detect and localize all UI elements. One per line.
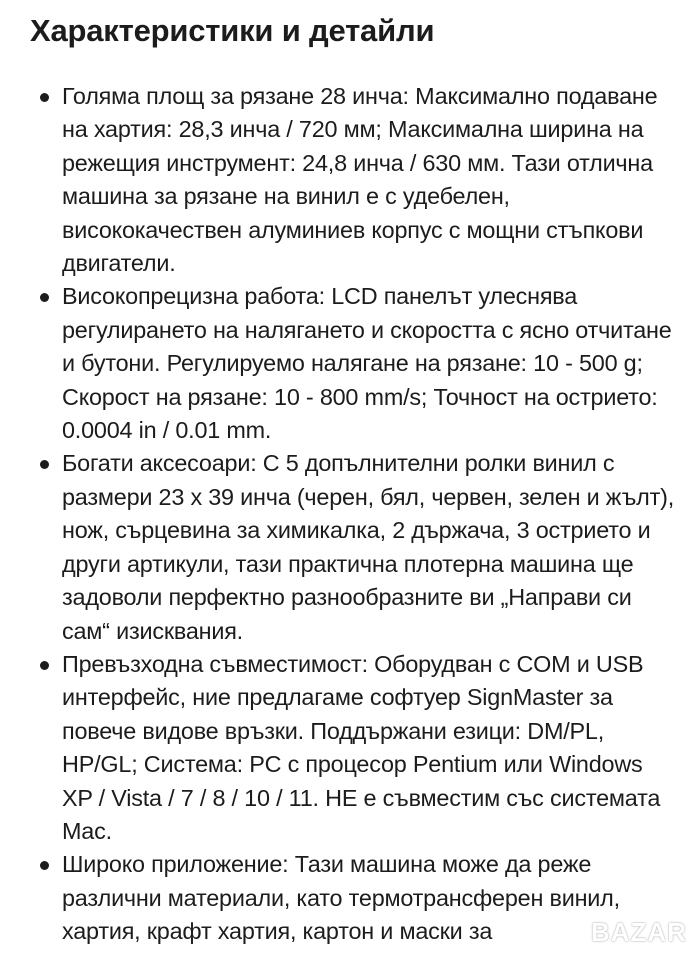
bullet-icon <box>40 661 49 670</box>
feature-text: Голяма площ за рязане 28 инча: Максимално подаване на хартия: 28,3 инча / 720 мм; Максимална ширина на режещия инструмент: 24,8 инча / 630 мм. Тази отлична машина за рязане на винил е с удебелен, висококачествен алуминиев корпус с мощни стъпкови двигатели. <box>62 83 658 277</box>
section-heading: Характеристики и детайли <box>30 13 435 48</box>
feature-text: Широко приложение: Тази машина може да реже различни материали, като термотрансферен винил, хартия, крафт хартия, картон и маски за <box>62 851 620 945</box>
feature-item <box>0 80 693 280</box>
feature-text: Високопрецизна работа: LCD панелът улеснява регулирането на налягането и скоростта с ясно отчитане и бутони. Регулируемо налягане на рязане: 10 - 500 g; Скорост на рязане: 10 - 800 mm/s; Точност на острието: 0.0004 in / 0.01 mm. <box>62 283 672 444</box>
feature-item <box>0 648 693 848</box>
feature-text: Богати аксесоари: С 5 допълнителни ролки винил с размери 23 x 39 инча (черен, бял, червен, зелен и жълт), нож, сърцевина за химикалка, 2 държача, 3 острието и други артикули, тази практична плотерна машина ще задоволи перфектно разнообразните ви „Направи си сам“ изисквания. <box>62 450 675 644</box>
feature-item <box>0 280 693 447</box>
bullet-icon <box>40 293 49 302</box>
bullet-icon <box>40 460 49 469</box>
watermark-logo: BAZAR <box>591 917 687 947</box>
feature-text: Превъзходна съвместимост: Оборудван с COM и USB интерфейс, ние предлагаме софтуер SignMaster за повече видове връзки. Поддържани езици: DM/PL, HP/GL; Система: PC с процесор Pentium или Windows XP / Vista / 7 / 8 / 10 / 11. НЕ е съвместим със системата Mac. <box>62 650 661 844</box>
feature-list <box>0 80 693 949</box>
feature-item <box>0 848 693 948</box>
feature-item <box>0 447 693 647</box>
bullet-icon <box>40 861 49 870</box>
bullet-icon <box>40 93 49 102</box>
